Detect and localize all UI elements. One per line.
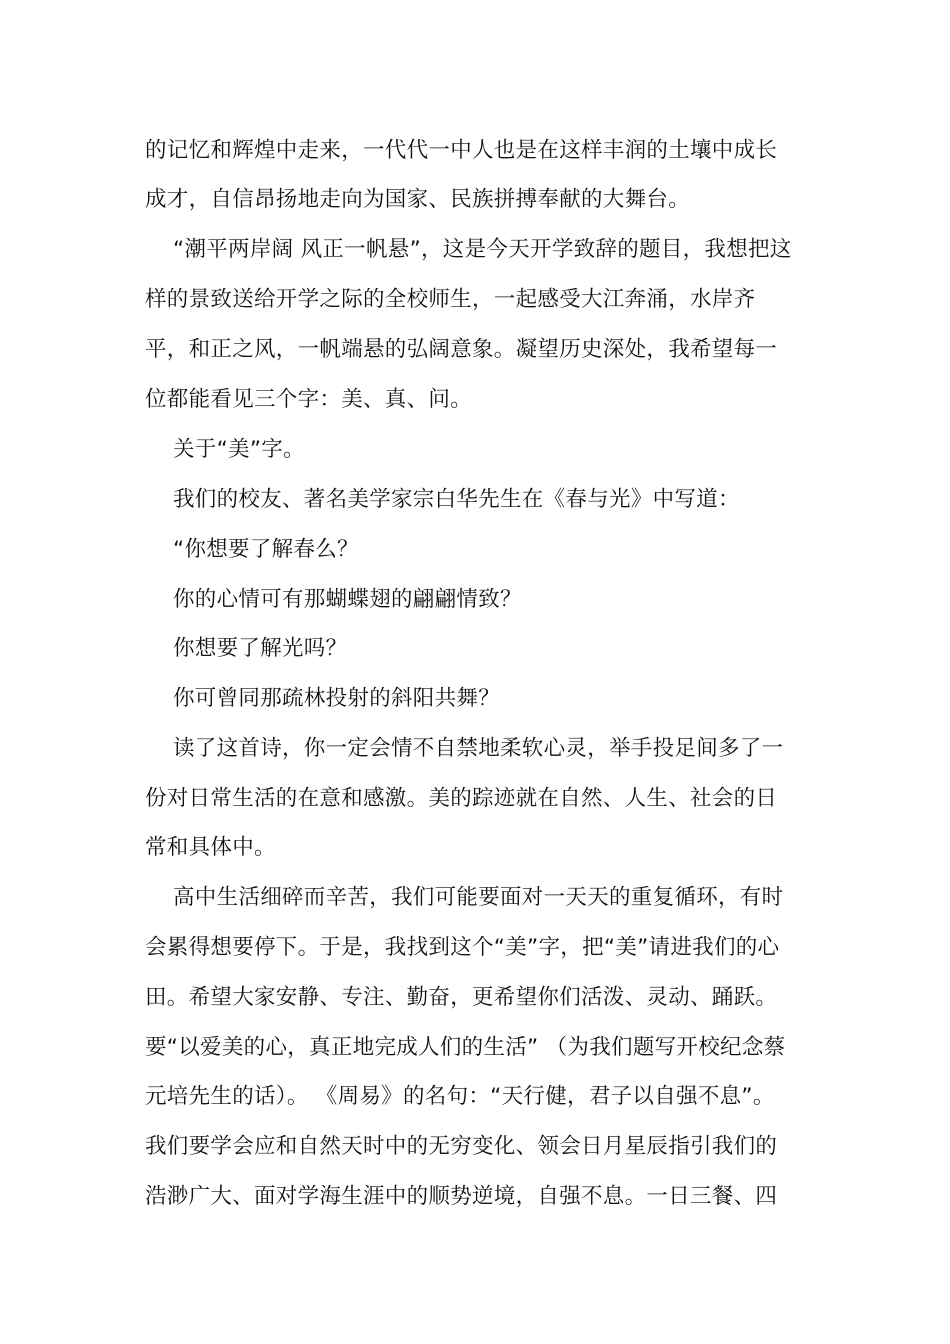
text-line: 会累得想要停下。于是，我找到这个“美”字，把“美”请进我们的心: [145, 935, 780, 960]
poem-line: “你想要了解春么？: [173, 537, 359, 562]
poem-line: 你的心情可有那蝴蝶翅的翩翩情致？: [173, 587, 522, 612]
poem-line: 你想要了解光吗？: [173, 636, 348, 661]
text-line: 要“以爱美的心，真正地完成人们的生活” （为我们题写开校纪念蔡: [145, 1035, 786, 1060]
text-line: 样的景致送给开学之际的全校师生，一起感受大江奔涌，水岸齐: [145, 287, 756, 312]
paragraph-start-line: 读了这首诗，你一定会情不自禁地柔软心灵，举手投足间多了一: [173, 736, 784, 761]
paragraph-start-line: 高中生活细碎而辛苦，我们可能要面对一天天的重复循环，有时: [173, 885, 784, 910]
poem-line: 你可曾同那疏林投射的斜阳共舞？: [173, 686, 501, 711]
text-line: 元培先生的话）。 《周易》的名句：“天行健，君子以自强不息”。: [145, 1084, 775, 1109]
text-line: 田。希望大家安静、专注、勤奋，更希望你们活泼、灵动、踊跃。: [145, 985, 778, 1010]
text-line: 的记忆和辉煌中走来，一代代一中人也是在这样丰润的土壤中成长: [145, 138, 778, 163]
paragraph-start-line: “潮平两岸阔 风正一帆悬”，这是今天开学致辞的题目，我想把这: [173, 237, 792, 262]
text-line: 成才，自信昂扬地走向为国家、民族拼搏奉献的大舞台。: [145, 187, 691, 212]
text-line: 我们要学会应和自然天时中的无穷变化、领会日月星辰指引我们的: [145, 1134, 778, 1159]
text-line: 份对日常生活的在意和感激。美的踪迹就在自然、人生、社会的日: [145, 786, 778, 811]
text-line: 位都能看见三个字：美、真、问。: [145, 387, 473, 412]
text-line: 浩渺广大、面对学海生涯中的顺势逆境，自强不息。一日三餐、四: [145, 1184, 778, 1209]
text-line: 平，和正之风，一帆端悬的弘阔意象。凝望历史深处，我希望每一: [145, 337, 778, 362]
paragraph-start-line: 我们的校友、著名美学家宗白华先生在《春与光》中写道：: [173, 487, 740, 512]
text-line: 常和具体中。: [145, 835, 276, 860]
paragraph-start-line: 关于“美”字。: [173, 437, 305, 462]
